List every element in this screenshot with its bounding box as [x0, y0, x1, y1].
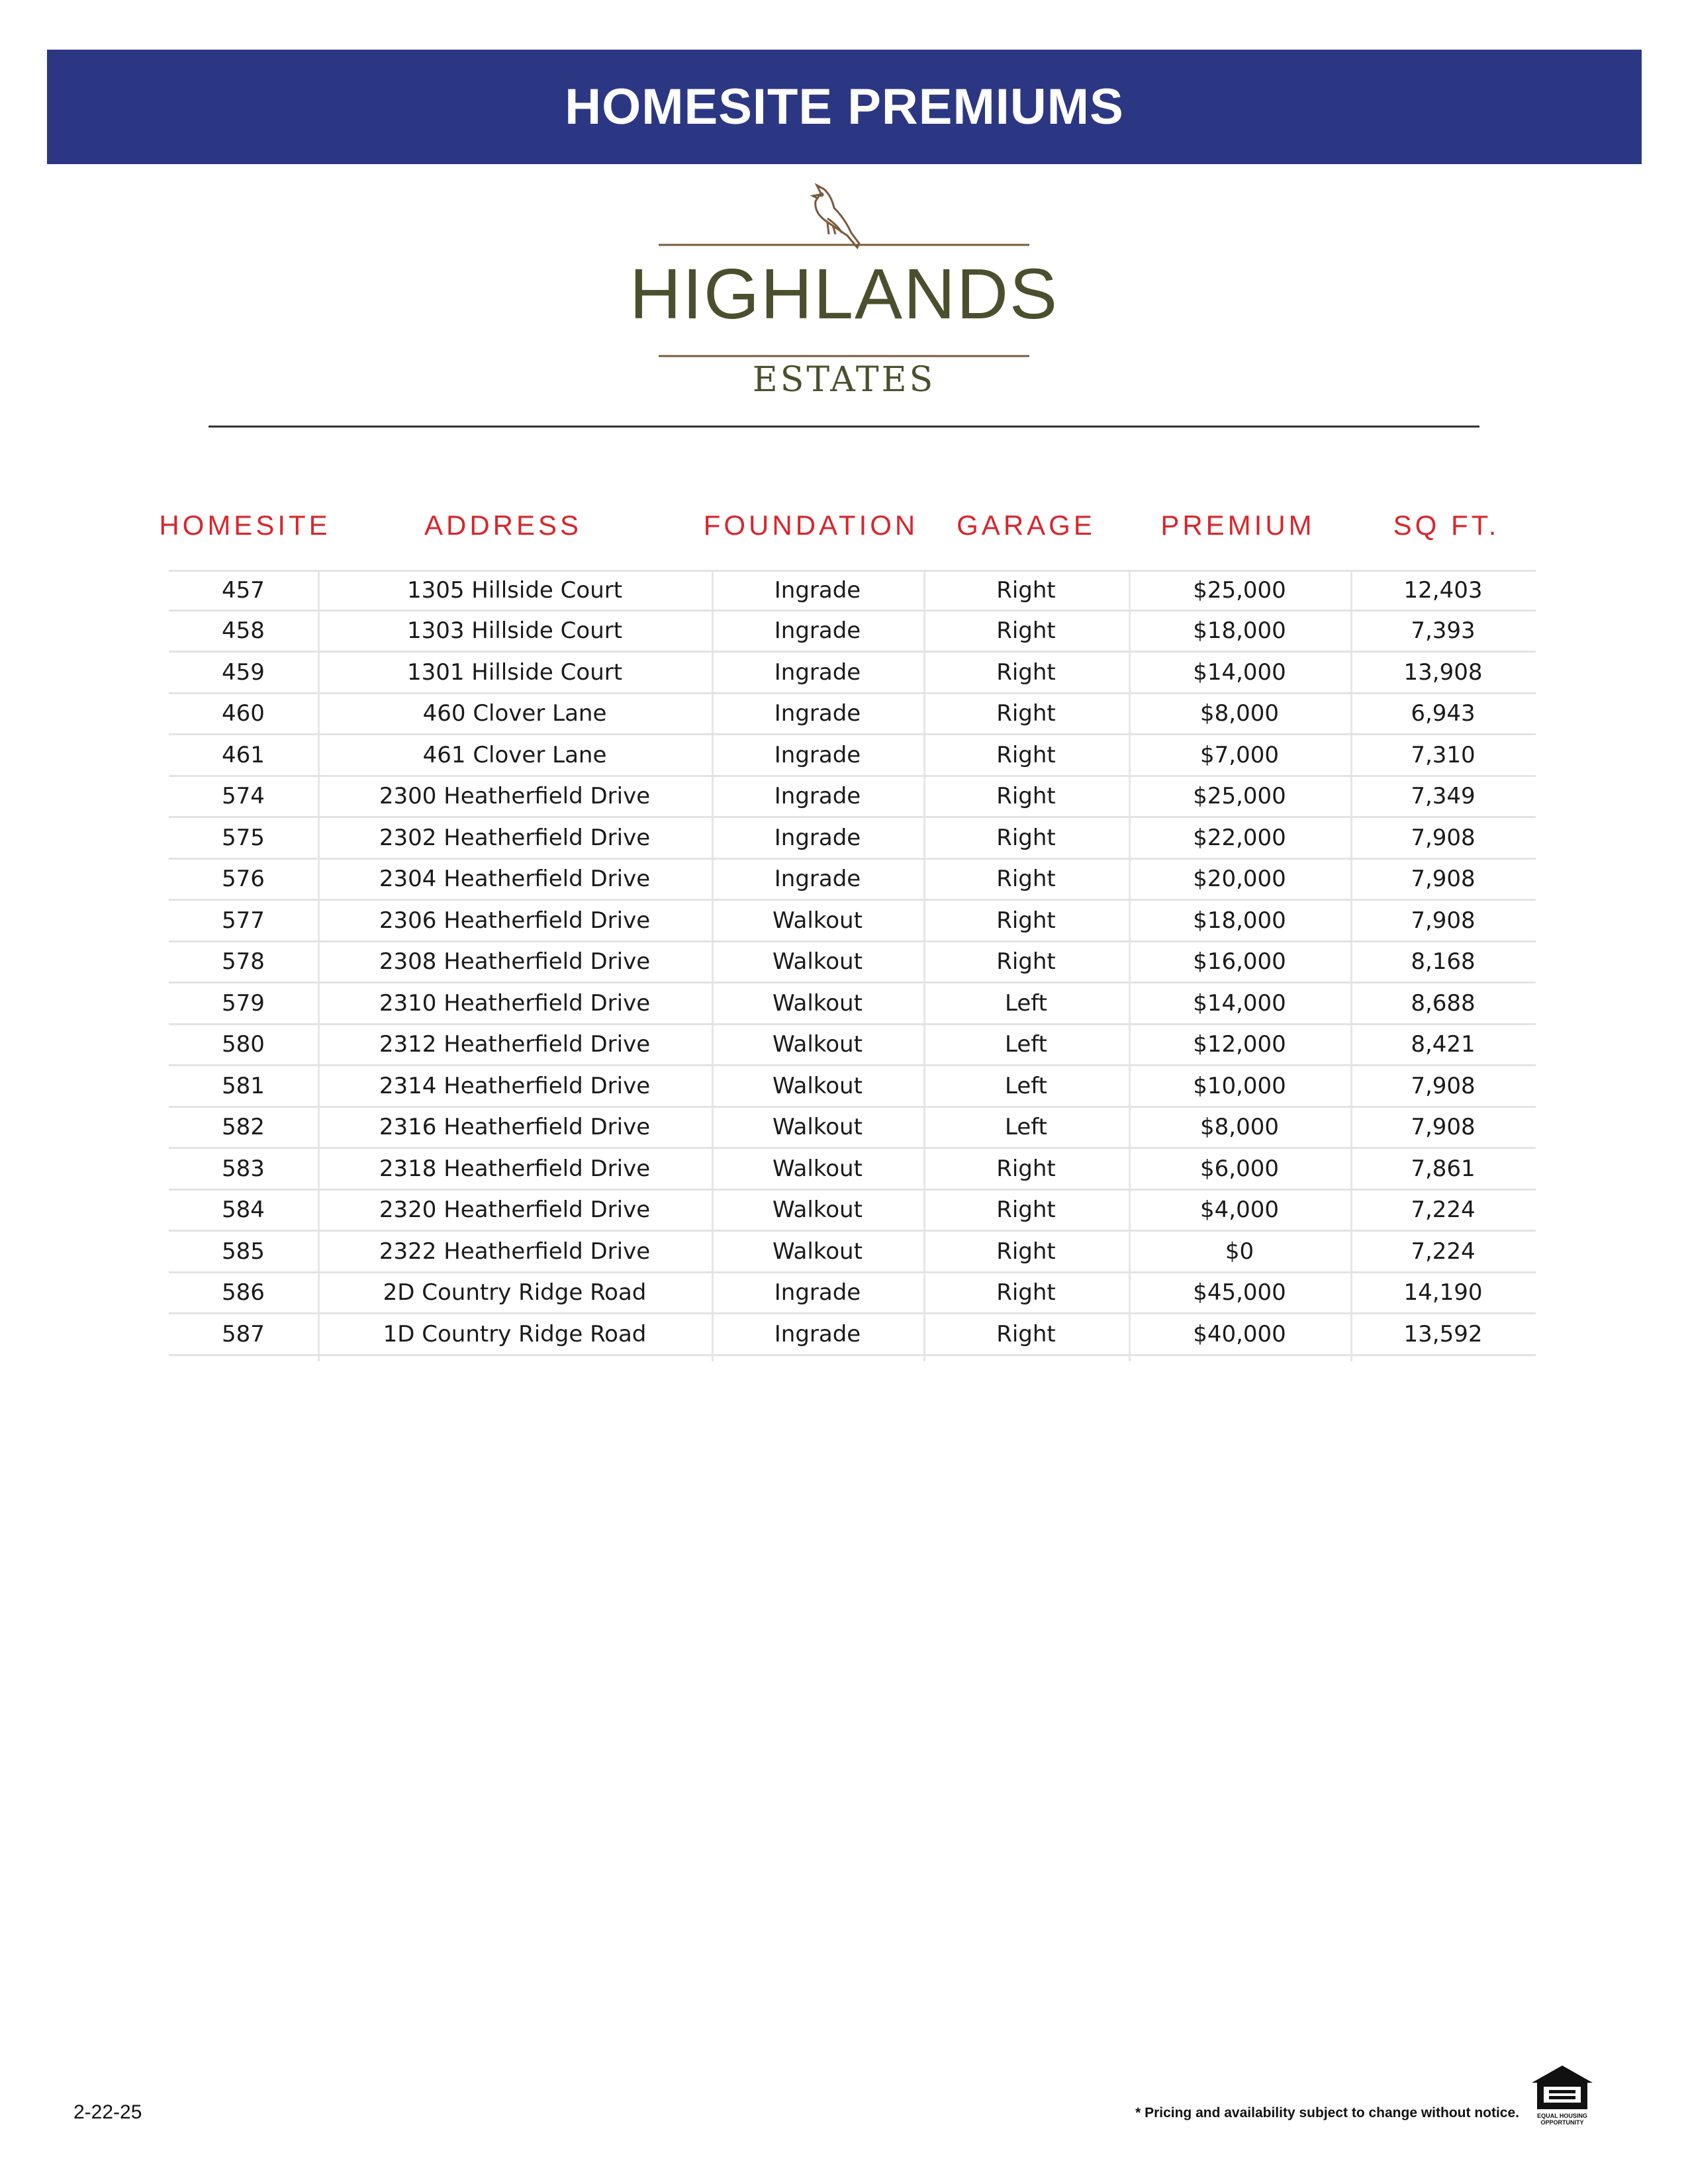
cell-sqft: 14,190 [1403, 1279, 1483, 1306]
column-header-address: ADDRESS [424, 510, 583, 541]
cell-premium: $16,000 [1193, 948, 1286, 976]
cell-garage: Left [1005, 989, 1047, 1017]
cell-sqft: 7,224 [1411, 1197, 1476, 1224]
cell-sqft: 7,310 [1411, 741, 1476, 768]
cell-address: 2304 Heatherfield Drive [379, 866, 651, 893]
logo-subtitle: ESTATES [752, 360, 936, 400]
header-banner [47, 50, 1642, 164]
cell-premium: $14,000 [1193, 989, 1286, 1017]
cell-garage: Right [996, 1197, 1056, 1224]
table-row [169, 570, 1536, 612]
table-row [169, 1314, 1536, 1356]
header-divider [209, 426, 1479, 428]
cell-foundation: Ingrade [774, 659, 861, 686]
cell-premium: $20,000 [1193, 866, 1286, 893]
cell-homesite: 460 [222, 700, 265, 727]
table-row [169, 860, 1536, 901]
cell-sqft: 8,421 [1411, 1031, 1476, 1058]
cell-homesite: 582 [222, 1114, 265, 1141]
cell-foundation: Ingrade [774, 1279, 861, 1306]
cell-sqft: 7,908 [1411, 1114, 1476, 1141]
cell-premium: $22,000 [1193, 824, 1286, 851]
cell-homesite: 586 [222, 1279, 265, 1306]
cell-sqft: 7,393 [1411, 617, 1476, 645]
cell-address: 1303 Hillside Court [406, 617, 623, 645]
table-row [169, 653, 1536, 694]
cell-garage: Right [996, 659, 1056, 686]
cell-premium: $18,000 [1193, 617, 1286, 645]
cell-garage: Right [996, 824, 1056, 851]
pricing-disclaimer: * Pricing and availability subject to change without notice. [1135, 2105, 1519, 2120]
cell-premium: $25,000 [1193, 783, 1286, 810]
cell-garage: Left [1005, 1072, 1047, 1099]
cell-foundation: Walkout [773, 1238, 863, 1265]
cell-homesite: 576 [222, 866, 265, 893]
cell-address: 461 Clover Lane [422, 741, 607, 768]
cell-garage: Right [996, 1320, 1056, 1347]
cell-homesite: 574 [222, 783, 265, 810]
table-row [169, 983, 1536, 1025]
cell-homesite: 575 [222, 824, 265, 851]
cell-garage: Left [1005, 1114, 1047, 1141]
cell-homesite: 578 [222, 948, 265, 976]
cell-garage: Right [996, 907, 1056, 934]
cell-foundation: Walkout [773, 948, 863, 976]
cell-garage: Right [996, 1238, 1056, 1265]
cell-foundation: Walkout [773, 1072, 863, 1099]
cell-premium: $25,000 [1193, 577, 1286, 604]
cell-address: 2300 Heatherfield Drive [379, 783, 651, 810]
cell-premium: $4,000 [1200, 1197, 1279, 1224]
cell-garage: Right [996, 948, 1056, 976]
cell-address: 460 Clover Lane [422, 700, 607, 727]
cell-garage: Right [996, 1279, 1056, 1306]
cell-homesite: 461 [222, 741, 265, 768]
cell-homesite: 458 [222, 617, 265, 645]
table-row [169, 1066, 1536, 1108]
cell-sqft: 12,403 [1403, 577, 1483, 604]
table-row [169, 1025, 1536, 1067]
cell-sqft: 7,908 [1411, 866, 1476, 893]
cell-premium: $6,000 [1200, 1155, 1279, 1182]
cell-premium: $45,000 [1193, 1279, 1286, 1306]
cell-address: 2316 Heatherfield Drive [379, 1114, 651, 1141]
cell-sqft: 7,908 [1411, 1072, 1476, 1099]
table-row [169, 901, 1536, 942]
table-row [169, 1149, 1536, 1191]
cell-address: 2306 Heatherfield Drive [379, 907, 651, 934]
table-row [169, 612, 1536, 653]
cell-homesite: 585 [222, 1238, 265, 1265]
table-row [169, 735, 1536, 777]
cell-garage: Left [1005, 1031, 1047, 1058]
cell-premium: $7,000 [1200, 741, 1279, 768]
cell-foundation: Walkout [773, 1114, 863, 1141]
table-row [169, 818, 1536, 860]
cell-sqft: 7,349 [1411, 783, 1476, 810]
cell-address: 2310 Heatherfield Drive [379, 989, 651, 1017]
cell-foundation: Ingrade [774, 617, 861, 645]
cell-premium: $0 [1225, 1238, 1254, 1265]
cell-premium: $18,000 [1193, 907, 1286, 934]
cell-foundation: Walkout [773, 1031, 863, 1058]
cell-premium: $14,000 [1193, 659, 1286, 686]
cell-foundation: Ingrade [774, 783, 861, 810]
cell-address: 1D Country Ridge Road [383, 1320, 647, 1347]
logo-wordmark: HIGHLANDS [629, 253, 1059, 334]
cell-foundation: Ingrade [774, 1320, 861, 1347]
table-row [169, 1191, 1536, 1232]
cell-foundation: Walkout [773, 1197, 863, 1224]
cell-premium: $12,000 [1193, 1031, 1286, 1058]
cell-homesite: 579 [222, 989, 265, 1017]
cell-foundation: Ingrade [774, 700, 861, 727]
cell-garage: Right [996, 741, 1056, 768]
equal-housing-label-line2: OPPORTUNITY [1540, 2119, 1584, 2126]
column-header-foundation: FOUNDATION [703, 510, 919, 541]
cell-sqft: 8,688 [1411, 989, 1476, 1017]
cell-address: 2302 Heatherfield Drive [379, 824, 651, 851]
cell-foundation: Ingrade [774, 577, 861, 604]
cell-homesite: 587 [222, 1320, 265, 1347]
cell-garage: Right [996, 1155, 1056, 1182]
cell-foundation: Walkout [773, 989, 863, 1017]
cell-sqft: 13,908 [1403, 659, 1483, 686]
cell-address: 2312 Heatherfield Drive [379, 1031, 651, 1058]
cell-address: 2314 Heatherfield Drive [379, 1072, 651, 1099]
table-row [169, 694, 1536, 736]
column-header-sqft: SQ FT. [1393, 510, 1500, 541]
cell-homesite: 583 [222, 1155, 265, 1182]
cell-foundation: Walkout [773, 1155, 863, 1182]
cell-address: 2308 Heatherfield Drive [379, 948, 651, 976]
revision-date: 2-22-25 [73, 2101, 142, 2123]
table-row [169, 942, 1536, 984]
cell-sqft: 7,908 [1411, 907, 1476, 934]
cell-premium: $8,000 [1200, 700, 1279, 727]
cell-homesite: 577 [222, 907, 265, 934]
cell-sqft: 8,168 [1411, 948, 1476, 976]
cell-sqft: 6,943 [1411, 700, 1476, 727]
table-row [169, 777, 1536, 819]
cell-garage: Right [996, 617, 1056, 645]
cell-sqft: 7,224 [1411, 1238, 1476, 1265]
cell-address: 2322 Heatherfield Drive [379, 1238, 651, 1265]
cell-sqft: 7,861 [1411, 1155, 1476, 1182]
cell-homesite: 459 [222, 659, 265, 686]
column-header-garage: GARAGE [957, 510, 1096, 541]
cell-address: 2D Country Ridge Road [383, 1279, 647, 1306]
cell-premium: $8,000 [1200, 1114, 1279, 1141]
cell-sqft: 13,592 [1403, 1320, 1483, 1347]
column-header-homesite: HOMESITE [159, 510, 331, 541]
cell-homesite: 581 [222, 1072, 265, 1099]
cell-garage: Right [996, 783, 1056, 810]
cell-homesite: 584 [222, 1197, 265, 1224]
table-row [169, 1232, 1536, 1273]
cell-address: 1301 Hillside Court [406, 659, 623, 686]
table-header [159, 510, 1549, 549]
page-title: HOMESITE PREMIUMS [565, 79, 1124, 135]
cell-garage: Right [996, 577, 1056, 604]
cell-premium: $40,000 [1193, 1320, 1286, 1347]
equal-housing-label-line1: EQUAL HOUSING [1537, 2113, 1587, 2119]
cell-foundation: Walkout [773, 907, 863, 934]
cell-foundation: Ingrade [774, 824, 861, 851]
cell-homesite: 457 [222, 577, 265, 604]
cell-premium: $10,000 [1193, 1072, 1286, 1099]
equal-housing-label [1523, 2113, 1602, 2126]
cell-address: 2320 Heatherfield Drive [379, 1197, 651, 1224]
column-header-premium: PREMIUM [1160, 510, 1315, 541]
highlands-estates-logo [596, 179, 1092, 410]
cardinal-bird-icon [813, 185, 859, 248]
cell-sqft: 7,908 [1411, 824, 1476, 851]
cell-foundation: Ingrade [774, 866, 861, 893]
cell-address: 2318 Heatherfield Drive [379, 1155, 651, 1182]
cell-foundation: Ingrade [774, 741, 861, 768]
cell-garage: Right [996, 700, 1056, 727]
table-row [169, 1108, 1536, 1150]
cell-address: 1305 Hillside Court [406, 577, 623, 604]
table-row [169, 1273, 1536, 1315]
cell-garage: Right [996, 866, 1056, 893]
cell-homesite: 580 [222, 1031, 265, 1058]
homesite-table [169, 570, 1536, 1356]
